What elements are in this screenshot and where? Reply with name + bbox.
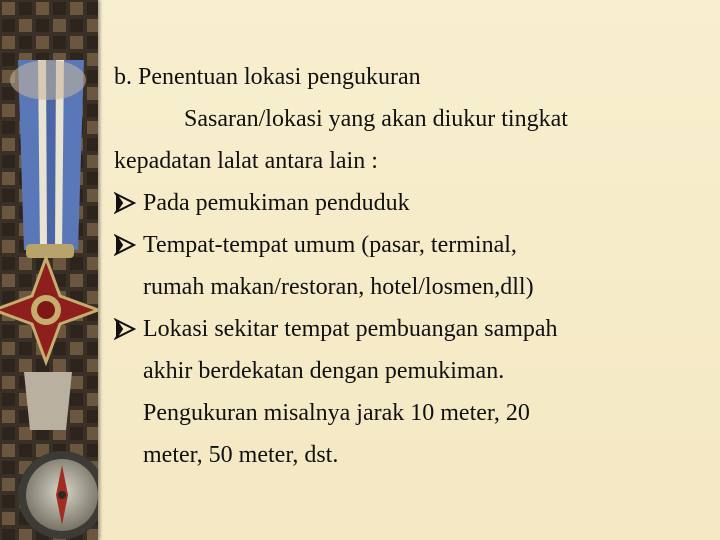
bullet-1-line-1: Pada pemukiman penduduk [143, 190, 410, 216]
bullet-3-line-3: Pengukuran misalnya jarak 10 meter, 20 [143, 400, 530, 426]
bullet-2-line-2: rumah makan/restoran, hotel/losmen,dll) [143, 274, 534, 300]
medal-ribbon-compass-image [0, 0, 98, 540]
arrow-bullet-icon [114, 224, 138, 256]
slide-heading: b. Penentuan lokasi pengukuran [114, 64, 421, 90]
intro-text-line-2: kepadatan lalat antara lain : [114, 148, 378, 174]
bullet-2-line-1: Tempat-tempat umum (pasar, terminal, [143, 232, 517, 258]
arrow-bullet-icon [114, 308, 138, 340]
arrow-bullet-icon [114, 182, 138, 214]
bullet-item-2 [114, 224, 704, 308]
bullet-3-line-4: meter, 50 meter, dst. [143, 442, 339, 468]
intro-text-line-1: Sasaran/lokasi yang akan diukur tingkat [184, 106, 568, 132]
bullet-item-1 [114, 182, 704, 224]
bullet-item-3 [114, 308, 704, 476]
bullet-3-line-2: akhir berdekatan dengan pemukiman. [143, 358, 505, 384]
slide-content [114, 56, 704, 476]
decorative-side-strip [0, 0, 98, 540]
bullet-3-line-1: Lokasi sekitar tempat pembuangan sampah [143, 316, 558, 342]
